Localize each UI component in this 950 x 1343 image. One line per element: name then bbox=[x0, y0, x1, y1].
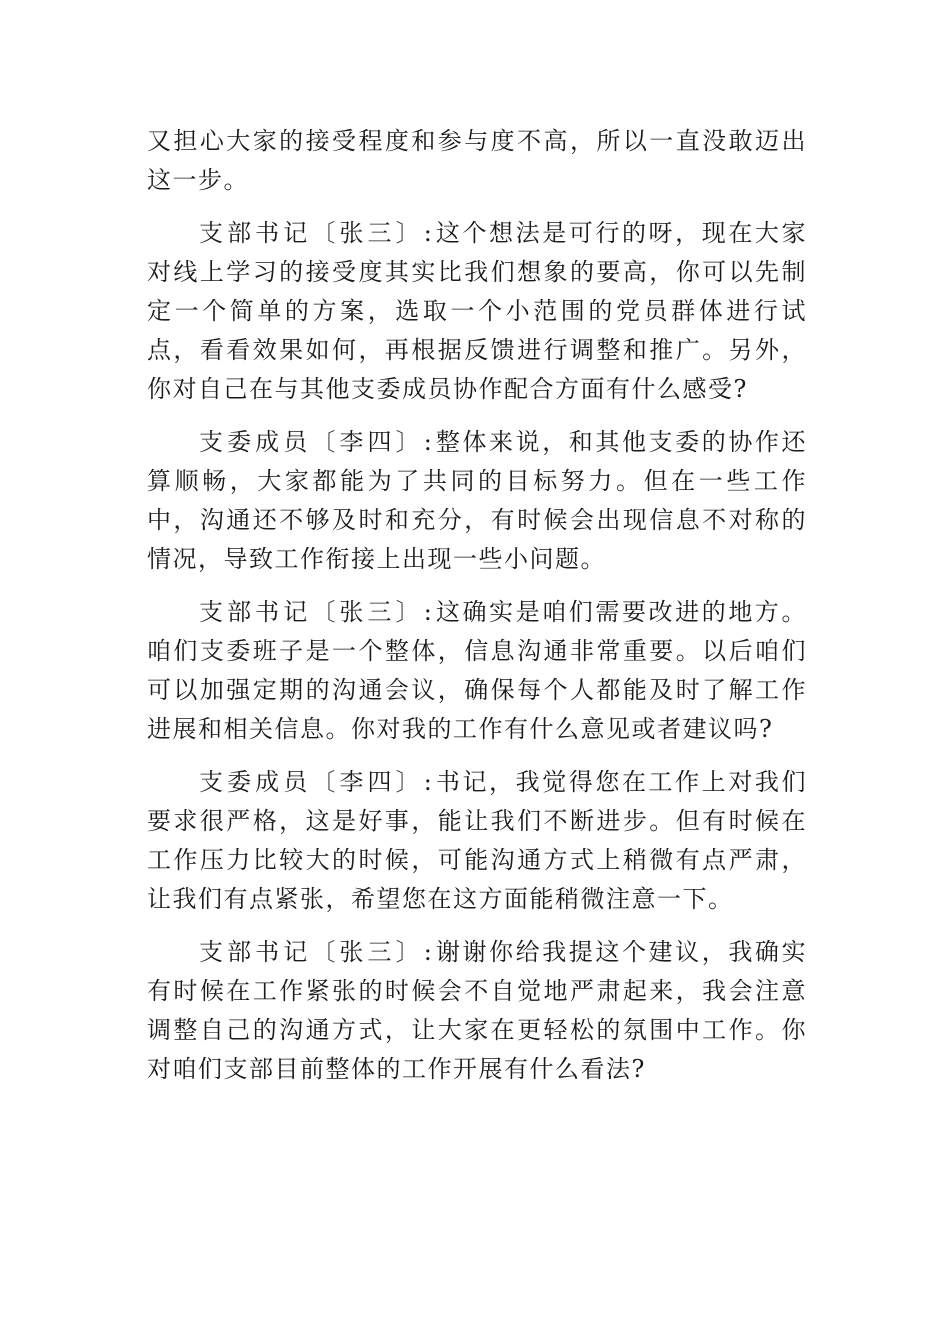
speaker-label: 支委成员〔李四〕: bbox=[199, 768, 435, 796]
speaker-label: 支委成员〔李四〕: bbox=[199, 428, 435, 456]
dialogue-paragraph bbox=[147, 763, 807, 919]
paragraph-text: 又担心大家的接受程度和参与度不高，所以一直没敢迈出这一步。 bbox=[147, 127, 807, 194]
speaker-label: 支部书记〔张三〕: bbox=[199, 219, 435, 247]
document-body bbox=[147, 122, 807, 1103]
dialogue-paragraph bbox=[147, 214, 807, 409]
speaker-label: 支部书记〔张三〕: bbox=[199, 938, 435, 966]
dialogue-paragraph bbox=[147, 593, 807, 749]
dialogue-text: 这确实是咱们需要改进的地方。咱们支委班子是一个整体，信息沟通非常重要。以后咱们可以加强定期的沟通会议，确保每个人都能及时了解工作进展和相关信息。你对我的工作有什么意见或者建议吗? bbox=[147, 598, 807, 743]
speaker-label: 支部书记〔张三〕: bbox=[199, 598, 435, 626]
dialogue-text: 整体来说，和其他支委的协作还算顺畅，大家都能为了共同的目标努力。但在一些工作中，沟通还不够及时和充分，有时候会出现信息不对称的情况，导致工作衔接上出现一些小问题。 bbox=[147, 428, 807, 573]
dialogue-paragraph bbox=[147, 423, 807, 579]
dialogue-paragraph bbox=[147, 933, 807, 1089]
dialogue-text: 书记，我觉得您在工作上对我们要求很严格，这是好事，能让我们不断进步。但有时候在工作压力比较大的时候，可能沟通方式上稍微有点严肃，让我们有点紧张，希望您在这方面能稍微注意一下。 bbox=[147, 768, 807, 913]
dialogue-text: 这个想法是可行的呀，现在大家对线上学习的接受度其实比我们想象的要高，你可以先制定一个简单的方案，选取一个小范围的党员群体进行试点，看看效果如何，再根据反馈进行调整和推广。另外，你对自己在与其他支委成员协作配合方面有什么感受? bbox=[147, 219, 807, 403]
paragraph-continuation bbox=[147, 122, 807, 200]
dialogue-text: 谢谢你给我提这个建议，我确实有时候在工作紧张的时候会不自觉地严肃起来，我会注意调整自己的沟通方式，让大家在更轻松的氛围中工作。你对咱们支部目前整体的工作开展有什么看法? bbox=[147, 938, 807, 1083]
